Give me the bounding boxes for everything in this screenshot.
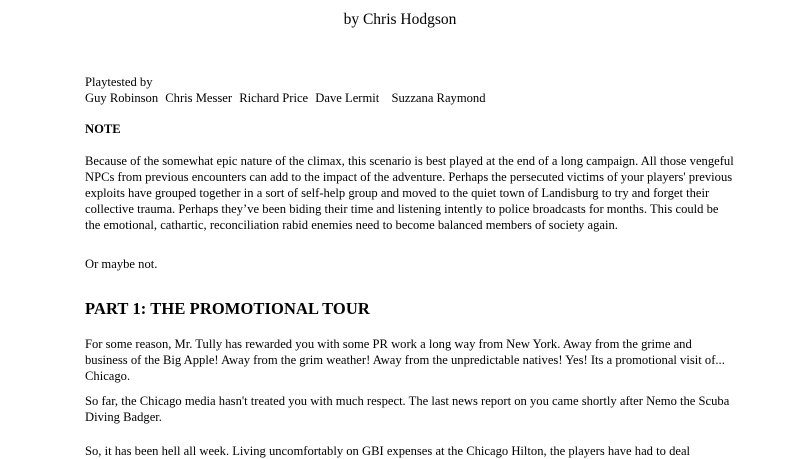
- note-paragraph: Because of the somewhat epic nature of the climax, this scenario is best played at the end of a long campaign. All those vengeful NPCs from previous encounters can add to the impact of the adventure. Perhaps the persecuted victims of your players' previous exploits have grouped together in a sort of self-help group and moved to the quiet town of Landisburg to try and forget their collective trauma. Perhaps they’ve been biding their time and listening intently to police broadcasts for months. This could be the emotional, cathartic, reconciliation rabid enemies need to become balanced members of society again.: [85, 154, 734, 232]
- playtester-name: Richard Price: [239, 91, 309, 105]
- section-heading: PART 1: THE PROMOTIONAL TOUR: [85, 299, 370, 318]
- playtester-name: Dave Lermit: [315, 91, 380, 105]
- playtest-label: Playtested by: [85, 75, 153, 89]
- note-aside: Or maybe not.: [85, 257, 158, 271]
- playtest-credits: [85, 74, 735, 106]
- body-paragraph: So, it has been hell all week. Living uncomfortably on GBI expenses at the Chicago Hilton, the players have had to deal: [85, 444, 691, 458]
- author-line: by Chris Hodgson: [343, 11, 457, 28]
- playtester-name: Guy Robinson: [85, 91, 159, 105]
- body-paragraph: For some reason, Mr. Tully has rewarded you with some PR work a long way from New York. Away from the grime and business of the Big Apple! Away from the grim weather! Away from the unpredictable natives! Yes! Its a promotional visit of... Chicago.: [85, 337, 725, 383]
- playtester-names: [85, 90, 735, 106]
- body-paragraph: So far, the Chicago media hasn't treated you with much respect. The last news report on you came shortly after Nemo the Scuba Diving Badger.: [85, 394, 730, 424]
- note-heading: NOTE: [85, 122, 121, 136]
- playtester-name: Chris Messer: [165, 91, 233, 105]
- playtester-name: Suzzana Raymond: [391, 91, 486, 105]
